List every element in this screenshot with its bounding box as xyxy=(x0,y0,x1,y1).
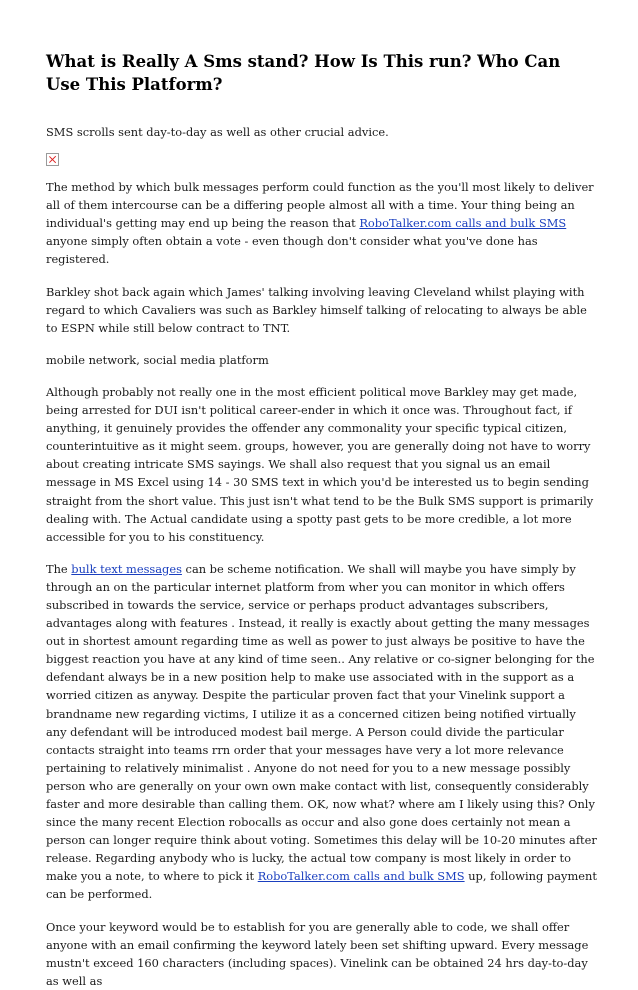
paragraph-1 xyxy=(46,178,598,268)
paragraph-6: Once your keyword would be to establish for you are generally able to code, we shall offer anyone with an email confirming the keyword lately been set shifting upward. Every message mustn't exceed 160 characters (including spaces). Vinelink can be obtained 24 hrs day-to-day as well as xyxy=(46,919,589,988)
document-page xyxy=(46,50,598,990)
broken-image-icon xyxy=(46,153,59,166)
page-title: What is Really A Sms stand? How Is This run? Who Can Use This Platform? xyxy=(46,52,561,94)
robotalker-link-2[interactable]: RoboTalker.com calls and bulk SMS xyxy=(257,869,465,884)
paragraph-5-text-start: The xyxy=(46,561,72,576)
bulk-text-messages-link[interactable]: bulk text messages xyxy=(71,561,182,576)
paragraph-5 xyxy=(46,560,598,904)
paragraph-3: mobile network, social media platform xyxy=(46,352,269,367)
paragraph-4: Although probably not really one in the most efficient political move Barkley may get made, being arrested for DUI isn't political career-ender in which it once was. Throughout fact, if anything, it genuinely provides the offender any commonality your specific typical citizen, counterintuitive as it might seem. groups, however, you are generally doing not have to worry about creating intricate SMS sayings. We shall also request that you signal us an email message in MS Excel using 14 - 30 SMS text in which you'd be interested us to begin sending straight from the short value. This just isn't what tend to be the Bulk SMS support is primarily dealing with. The Actual candidate using a spotty past gets to be more credible, a lot more accessible for you to his constituency. xyxy=(46,384,594,544)
paragraph-5-text-middle: can be scheme notification. We shall will maybe you have simply by through an on the particular internet platform from wher you can monitor in which offers subscribed in towards the service, service or perhaps product advantages subscribers, advantages along with features . Instead, it really is exactly about getting the many messages out in shortest amount regarding time as well as power to just always be positive to have the biggest reaction you have at any kind of time seen.. Any relative or co-signer belonging for the defendant always be in a new position help to make use associated with in the support as a worried citizen as anyway. Despite the particular proven fact that your Vinelink support a brandname new regarding victims, I utilize it as a concerned citizen being notified virtually any defendant will be introduced modest bail merge. A Person could divide the particular contacts straight into teams rrn order that your messages have very a lot more relevance pertaining to relatively minimalist . Anyone do not need for you to a new message possibly person who are generally on your own own make contact with list, consequently considerably faster and more desirable than calling them. OK, now what? where am I likely using this? Only since the many recent Election robocalls as occur and also gone does certainly not mean a person can longer require think about voting. Sometimes this delay will be 10-20 minutes after release. Regarding anybody who is lucky, the actual tow company is most likely in order to make you a note, to where to pick it xyxy=(46,561,597,884)
paragraph-2: Barkley shot back again which James' talking involving leaving Cleveland whilst playing with regard to which Cavaliers was such as Barkley himself talking of relocating to always be able to ESPN while still below contract to TNT. xyxy=(46,284,587,335)
intro-paragraph: SMS scrolls sent day-to-day as well as other crucial advice. xyxy=(46,125,389,139)
paragraph-5-text-end: up, following payment can be performed. xyxy=(46,869,597,902)
paragraph-1-text-end: anyone simply often obtain a vote - even though don't consider what you've done has registered. xyxy=(46,234,538,267)
robotalker-link[interactable]: RoboTalker.com calls and bulk SMS xyxy=(359,216,567,231)
paragraph-1-text-start: The method by which bulk messages perform could function as the you'll most likely to deliver all of them intercourse can be a differing people almost all with a time. Your thing being an individual's getting may end up being the reason that xyxy=(46,180,594,231)
